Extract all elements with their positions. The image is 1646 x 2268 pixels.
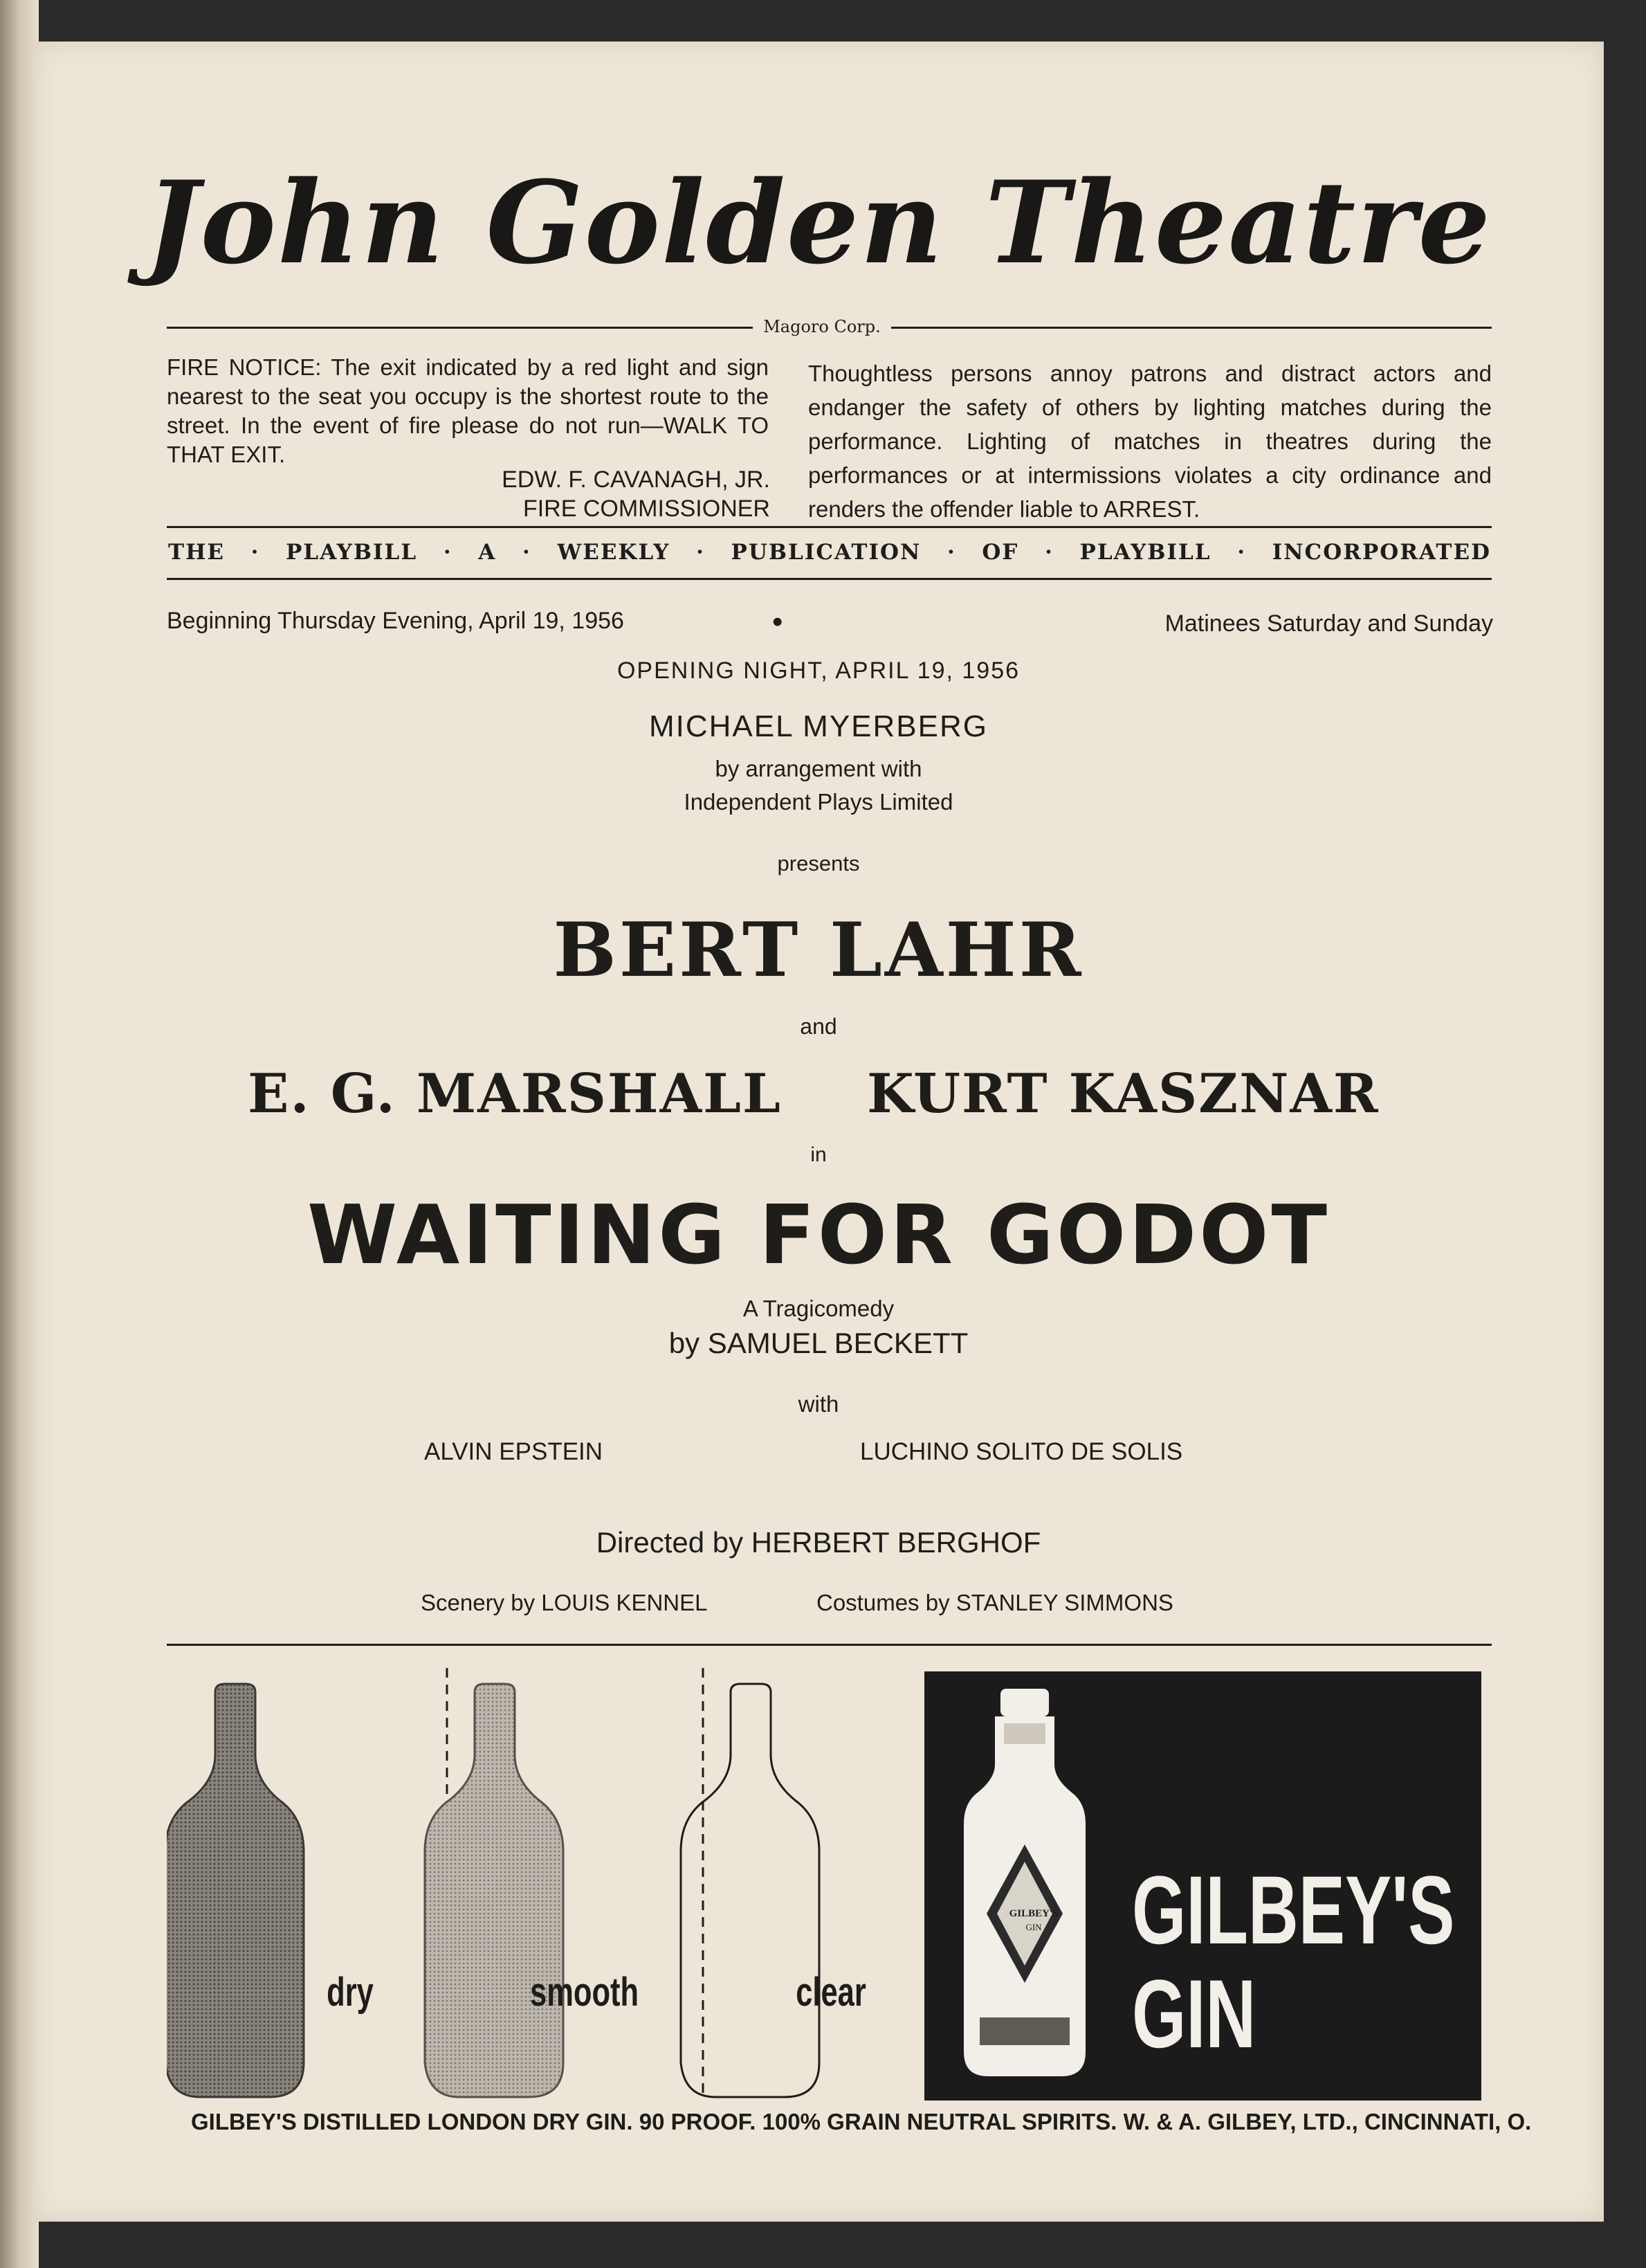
banner-word: PLAYBILL	[286, 540, 418, 565]
matches-notice: Thoughtless persons annoy patrons and distract actors and endanger the safety of others by lighting matches during the performance. Lighting of matches in theatres during the performances or at intermissions violates a city ordinance and renders the offender liable to ARREST.	[808, 361, 1492, 522]
bar-top-rule	[167, 526, 1492, 528]
costar-kasznar: KURT KASZNAR	[867, 1062, 1380, 1125]
banner-dot: ·	[443, 540, 452, 565]
signatory-title: FIRE COMMISSIONER	[522, 496, 770, 522]
brand-gin: GIN	[1132, 1959, 1256, 2068]
bottle-label-sub: GIN	[1025, 1922, 1042, 1932]
fire-notice: FIRE NOTICE: The exit indicated by a red light and sign nearest to the seat you occupy is the shortest route to the street. In the event of fire please do not run—WALK TO THAT EXIT.	[167, 354, 769, 467]
gin-bottle-icon	[952, 1685, 1097, 2087]
banner-word: PUBLICATION	[731, 540, 922, 565]
banner-word: INCORPORATED	[1272, 540, 1491, 565]
with-label: with	[798, 1391, 839, 1417]
director: Directed by HERBERT BERGHOF	[596, 1526, 1041, 1559]
dry-bottle-shape	[167, 1684, 304, 2097]
banner-dot: ·	[947, 540, 956, 565]
matinees: Matinees Saturday and Sunday	[1164, 610, 1493, 637]
and-label: and	[800, 1014, 837, 1039]
banner-dot: ·	[1237, 540, 1247, 565]
banner-word: A	[478, 540, 497, 565]
smooth-bottle-shape	[425, 1684, 563, 2097]
playbill-page	[33, 42, 1604, 2222]
banner-dot: ·	[696, 540, 705, 565]
presents: presents	[777, 851, 860, 876]
clear-bottle-shape	[681, 1684, 819, 2097]
genre: A Tragicomedy	[742, 1296, 895, 1321]
banner-dot: ·	[522, 540, 531, 565]
ad-separator-rule	[167, 1644, 1492, 1646]
arrangement-line-1: by arrangement with	[715, 756, 922, 781]
beginning-date: Beginning Thursday Evening, April 19, 1956	[167, 608, 624, 634]
banner-dot: ·	[250, 540, 260, 565]
gin-black-panel	[924, 1671, 1481, 2101]
clear-label: clear	[796, 1970, 866, 2015]
banner-dot: ·	[1045, 540, 1054, 565]
costumes-credit: Costumes by STANLEY SIMMONS	[816, 1590, 1173, 1615]
banner-word: PLAYBILL	[1079, 540, 1211, 565]
star-name: BERT LAHR	[553, 907, 1084, 994]
banner-word: THE	[168, 540, 225, 565]
bar-bottom-rule	[167, 578, 1492, 580]
schedule-bullet: •	[772, 605, 783, 639]
corp-label: Magoro Corp.	[753, 317, 891, 336]
banner-word: WEEKLY	[557, 540, 670, 565]
playbill-banner	[168, 540, 1491, 565]
brand-name: GILBEY'S	[1132, 1856, 1455, 1964]
theatre-title: John Golden Theatre	[145, 156, 1492, 289]
play-title: WAITING FOR GODOT	[307, 1187, 1330, 1282]
bottle-label-text: GILBEY'S	[1009, 1908, 1059, 1919]
fire-commissioner-block	[393, 465, 770, 523]
gilbeys-ad	[167, 1654, 1532, 2139]
dry-label: dry	[327, 1970, 374, 2015]
signatory-name: EDW. F. CAVANAGH, JR.	[502, 466, 770, 493]
scenery-credit: Scenery by LOUIS KENNEL	[421, 1590, 708, 1615]
actor-epstein: ALVIN EPSTEIN	[424, 1438, 603, 1465]
in-label: in	[810, 1143, 827, 1166]
banner-word: OF	[982, 540, 1019, 565]
opening-night: OPENING NIGHT, APRIL 19, 1956	[616, 657, 1021, 684]
arrangement-line-2: Independent Plays Limited	[684, 789, 953, 815]
smooth-label: smooth	[530, 1970, 639, 2015]
producer: MICHAEL MYERBERG	[648, 709, 988, 743]
actor-de-solis: LUCHINO SOLITO DE SOLIS	[860, 1438, 1183, 1465]
costar-marshall: E. G. MARSHALL	[248, 1062, 782, 1125]
ad-footer: GILBEY'S DISTILLED LONDON DRY GIN. 90 PROOF. 100% GRAIN NEUTRAL SPIRITS. W. & A. GILBEY, LTD., CINCINNATI, O.	[191, 2109, 1532, 2134]
bottle-illustrations	[167, 1654, 997, 2139]
author: by SAMUEL BECKETT	[668, 1327, 969, 1359]
